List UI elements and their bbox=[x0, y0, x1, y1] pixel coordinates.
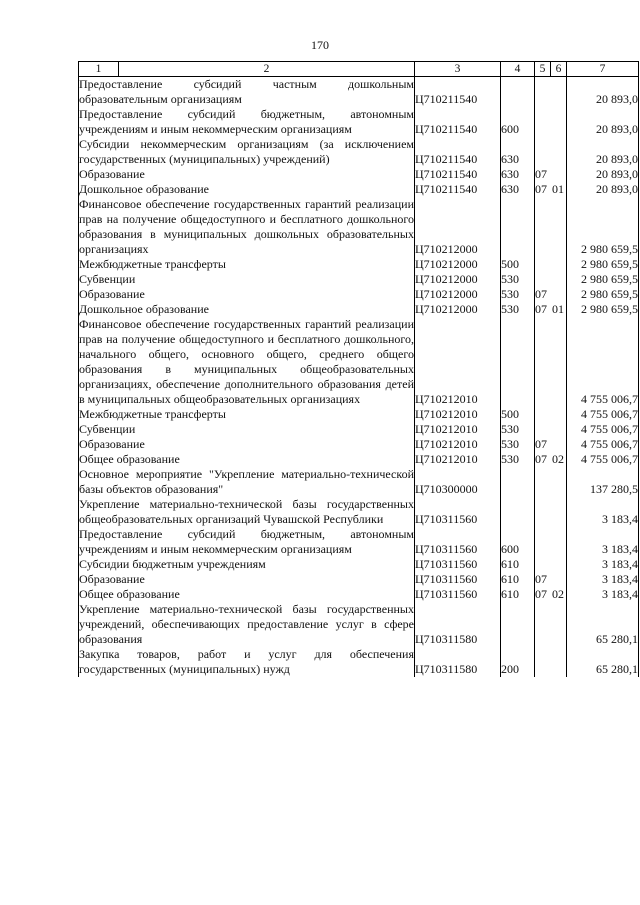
table-row bbox=[79, 107, 639, 137]
table-row bbox=[79, 557, 639, 572]
row-section bbox=[535, 287, 567, 302]
row-expense-group: 630 bbox=[501, 182, 535, 197]
row-name: Субвенции bbox=[79, 422, 415, 437]
row-section bbox=[535, 272, 567, 287]
row-section-code: 07 bbox=[535, 572, 547, 586]
row-amount: 4 755 006,7 bbox=[567, 422, 639, 437]
row-section bbox=[535, 497, 567, 527]
row-expense-group: 610 bbox=[501, 557, 535, 572]
row-target-code: Ц710212010 bbox=[415, 317, 501, 407]
row-amount: 4 755 006,7 bbox=[567, 437, 639, 452]
row-amount: 2 980 659,5 bbox=[567, 287, 639, 302]
column-header: 6 bbox=[551, 62, 567, 77]
row-name: Субвенции bbox=[79, 272, 415, 287]
row-section bbox=[535, 587, 567, 602]
table-row bbox=[79, 452, 639, 467]
row-section bbox=[535, 467, 567, 497]
row-target-code: Ц710211540 bbox=[415, 137, 501, 167]
row-section-code: 07 bbox=[535, 587, 547, 601]
row-amount: 20 893,0 bbox=[567, 137, 639, 167]
column-number-row bbox=[79, 62, 639, 77]
row-name: Предоставление субсидий бюджетным, автономным учреждениям и иным некоммерческим организациям bbox=[79, 527, 414, 556]
table-row bbox=[79, 497, 639, 527]
column-header: 2 bbox=[119, 62, 415, 77]
row-section bbox=[535, 572, 567, 587]
row-section bbox=[535, 167, 567, 182]
row-expense-group: 500 bbox=[501, 257, 535, 272]
row-expense-group bbox=[501, 197, 535, 257]
row-amount: 4 755 006,7 bbox=[567, 317, 639, 407]
table-row bbox=[79, 137, 639, 167]
row-amount: 137 280,5 bbox=[567, 467, 639, 497]
row-name: Общее образование bbox=[79, 452, 415, 467]
row-expense-group: 630 bbox=[501, 167, 535, 182]
row-name: Образование bbox=[79, 437, 415, 452]
row-name: Укрепление материально-технической базы государственных учреждений, обеспечивающих предоставление услуг в сфере образования bbox=[79, 602, 414, 646]
row-target-code: Ц710212010 bbox=[415, 407, 501, 422]
row-target-code: Ц710211540 bbox=[415, 77, 501, 108]
table-row bbox=[79, 467, 639, 497]
row-expense-group: 610 bbox=[501, 572, 535, 587]
column-header: 4 bbox=[501, 62, 535, 77]
row-target-code: Ц710311560 bbox=[415, 527, 501, 557]
row-expense-group bbox=[501, 602, 535, 647]
row-target-code: Ц710311560 bbox=[415, 557, 501, 572]
row-section-code: 07 bbox=[535, 167, 547, 181]
row-amount: 4 755 006,7 bbox=[567, 407, 639, 422]
row-amount: 20 893,0 bbox=[567, 182, 639, 197]
row-subsection-code: 01 bbox=[552, 302, 564, 316]
row-section bbox=[535, 407, 567, 422]
row-target-code: Ц710212010 bbox=[415, 437, 501, 452]
row-amount: 2 980 659,5 bbox=[567, 197, 639, 257]
table-row bbox=[79, 587, 639, 602]
row-section-code: 07 bbox=[535, 302, 547, 316]
column-header: 1 bbox=[79, 62, 119, 77]
row-amount: 65 280,1 bbox=[567, 647, 639, 677]
row-expense-group: 600 bbox=[501, 527, 535, 557]
row-expense-group bbox=[501, 467, 535, 497]
table-row bbox=[79, 422, 639, 437]
row-target-code: Ц710211540 bbox=[415, 167, 501, 182]
row-target-code: Ц710212000 bbox=[415, 197, 501, 257]
row-amount: 3 183,4 bbox=[567, 587, 639, 602]
row-expense-group: 530 bbox=[501, 287, 535, 302]
row-name: Межбюджетные трансферты bbox=[79, 257, 415, 272]
row-name: Укрепление материально-технической базы государственных общеобразовательных организаций Чувашской Республики bbox=[79, 497, 414, 526]
row-target-code: Ц710211540 bbox=[415, 182, 501, 197]
row-expense-group: 530 bbox=[501, 302, 535, 317]
row-expense-group: 630 bbox=[501, 137, 535, 167]
row-target-code: Ц710311560 bbox=[415, 497, 501, 527]
row-section-code: 07 bbox=[535, 437, 547, 451]
column-header: 7 bbox=[567, 62, 639, 77]
row-amount: 2 980 659,5 bbox=[567, 302, 639, 317]
table-row bbox=[79, 317, 639, 407]
row-expense-group: 530 bbox=[501, 422, 535, 437]
row-section bbox=[535, 602, 567, 647]
row-subsection-code: 02 bbox=[552, 452, 564, 466]
row-expense-group: 600 bbox=[501, 107, 535, 137]
row-amount: 20 893,0 bbox=[567, 107, 639, 137]
row-name: Финансовое обеспечение государственных гарантий реализации прав на получение общедоступного и бесплатного дошкольного, начального общего, основного общего, среднего общего образования в муниципальных общеобразовательных организациях, обеспечение дополнительного образования детей в муниципальных общеобразовательных организациях bbox=[79, 317, 414, 406]
row-section bbox=[535, 77, 567, 108]
row-target-code: Ц710212000 bbox=[415, 287, 501, 302]
row-name: Общее образование bbox=[79, 587, 415, 602]
row-section-code: 07 bbox=[535, 452, 547, 466]
table-row bbox=[79, 197, 639, 257]
row-name: Закупка товаров, работ и услуг для обеспечения государственных (муниципальных) нужд bbox=[79, 647, 414, 676]
row-section bbox=[535, 107, 567, 137]
row-amount: 3 183,4 bbox=[567, 527, 639, 557]
row-target-code: Ц710311580 bbox=[415, 647, 501, 677]
row-name: Предоставление субсидий бюджетным, автономным учреждениям и иным некоммерческим организациям bbox=[79, 107, 414, 136]
row-name: Дошкольное образование bbox=[79, 182, 415, 197]
table-row bbox=[79, 272, 639, 287]
row-section bbox=[535, 437, 567, 452]
table-row bbox=[79, 407, 639, 422]
page-number: 170 bbox=[311, 38, 329, 52]
row-section-code: 07 bbox=[535, 182, 547, 196]
row-section bbox=[535, 197, 567, 257]
budget-table bbox=[78, 61, 639, 677]
column-header: 5 bbox=[535, 62, 551, 77]
row-section bbox=[535, 302, 567, 317]
row-expense-group: 610 bbox=[501, 587, 535, 602]
row-name: Образование bbox=[79, 287, 415, 302]
table-row bbox=[79, 647, 639, 677]
row-name: Межбюджетные трансферты bbox=[79, 407, 415, 422]
row-section bbox=[535, 647, 567, 677]
row-target-code: Ц710300000 bbox=[415, 467, 501, 497]
table-row bbox=[79, 77, 639, 108]
row-section bbox=[535, 137, 567, 167]
row-section bbox=[535, 527, 567, 557]
row-section bbox=[535, 452, 567, 467]
table-row bbox=[79, 572, 639, 587]
row-amount: 3 183,4 bbox=[567, 557, 639, 572]
row-section bbox=[535, 422, 567, 437]
table-row bbox=[79, 437, 639, 452]
column-header: 3 bbox=[415, 62, 501, 77]
row-expense-group bbox=[501, 497, 535, 527]
row-amount: 4 755 006,7 bbox=[567, 452, 639, 467]
row-target-code: Ц710311580 bbox=[415, 602, 501, 647]
row-amount: 2 980 659,5 bbox=[567, 272, 639, 287]
row-expense-group bbox=[501, 317, 535, 407]
table-row bbox=[79, 167, 639, 182]
row-name: Основное мероприятие "Укрепление материально-технической базы объектов образования" bbox=[79, 467, 414, 496]
row-name: Предоставление субсидий частным дошкольным образовательным организациям bbox=[79, 77, 414, 106]
row-section-code: 07 bbox=[535, 287, 547, 301]
row-name: Финансовое обеспечение государственных гарантий реализации прав на получение общедоступного и бесплатного дошкольного образования в муниципальных дошкольных образовательных организациях bbox=[79, 197, 414, 256]
row-name: Дошкольное образование bbox=[79, 302, 415, 317]
row-expense-group: 530 bbox=[501, 437, 535, 452]
row-target-code: Ц710211540 bbox=[415, 107, 501, 137]
row-expense-group: 500 bbox=[501, 407, 535, 422]
row-section bbox=[535, 182, 567, 197]
row-name: Субсидии бюджетным учреждениям bbox=[79, 557, 415, 572]
row-expense-group: 530 bbox=[501, 272, 535, 287]
row-amount: 20 893,0 bbox=[567, 167, 639, 182]
table-row bbox=[79, 257, 639, 272]
row-target-code: Ц710212010 bbox=[415, 452, 501, 467]
row-section bbox=[535, 257, 567, 272]
row-section bbox=[535, 557, 567, 572]
row-amount: 65 280,1 bbox=[567, 602, 639, 647]
row-target-code: Ц710212000 bbox=[415, 272, 501, 287]
row-name: Субсидии некоммерческим организациям (за исключением государственных (муниципальных) учреждений) bbox=[79, 137, 414, 166]
row-amount: 2 980 659,5 bbox=[567, 257, 639, 272]
row-amount: 20 893,0 bbox=[567, 77, 639, 108]
row-amount: 3 183,4 bbox=[567, 572, 639, 587]
row-target-code: Ц710311560 bbox=[415, 572, 501, 587]
table-row bbox=[79, 287, 639, 302]
row-name: Образование bbox=[79, 167, 415, 182]
row-section bbox=[535, 317, 567, 407]
row-target-code: Ц710212000 bbox=[415, 257, 501, 272]
row-expense-group: 530 bbox=[501, 452, 535, 467]
row-target-code: Ц710212000 bbox=[415, 302, 501, 317]
table-row bbox=[79, 527, 639, 557]
row-target-code: Ц710311560 bbox=[415, 587, 501, 602]
row-subsection-code: 02 bbox=[552, 587, 564, 601]
table-row bbox=[79, 302, 639, 317]
row-expense-group: 200 bbox=[501, 647, 535, 677]
row-expense-group bbox=[501, 77, 535, 108]
row-amount: 3 183,4 bbox=[567, 497, 639, 527]
table-row bbox=[79, 602, 639, 647]
row-name: Образование bbox=[79, 572, 415, 587]
table-row bbox=[79, 182, 639, 197]
row-target-code: Ц710212010 bbox=[415, 422, 501, 437]
row-subsection-code: 01 bbox=[552, 182, 564, 196]
